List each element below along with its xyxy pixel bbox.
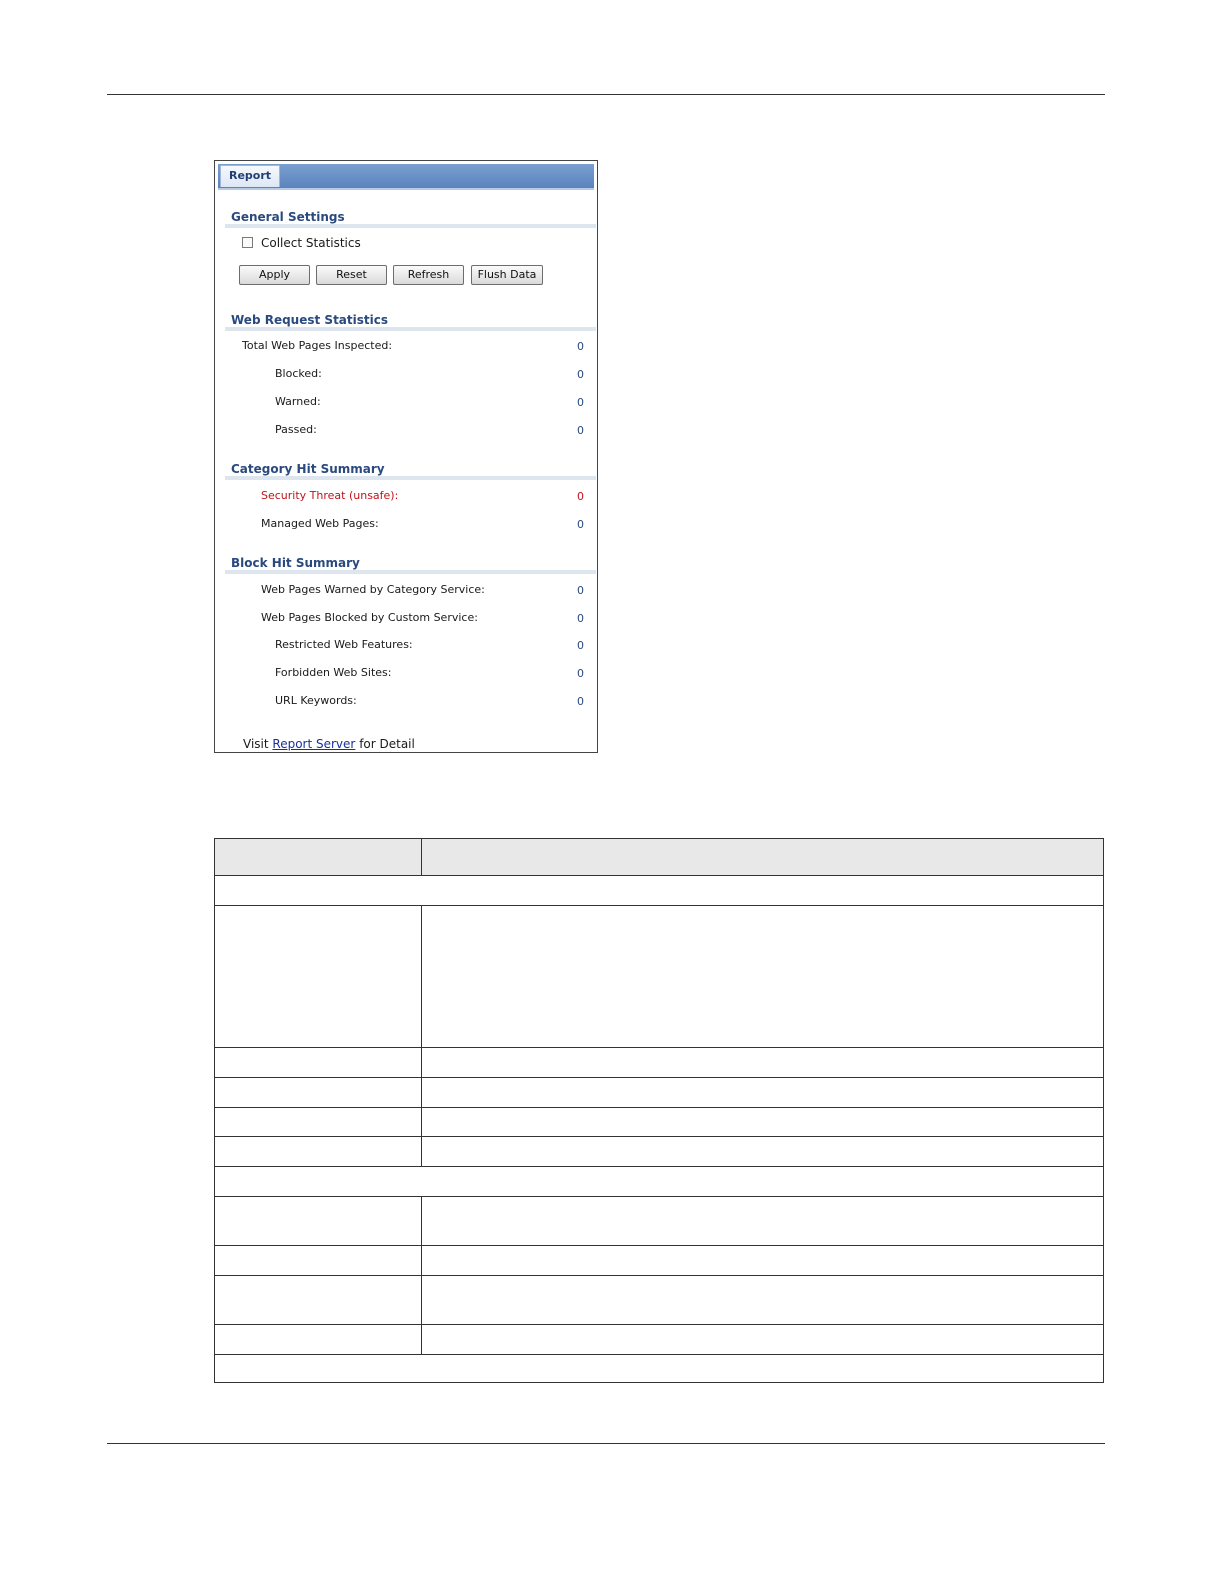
table-row-divider bbox=[215, 1077, 1103, 1078]
total-web-pages-inspected-value: 0 bbox=[577, 340, 584, 353]
flush-data-button[interactable]: Flush Data bbox=[471, 265, 543, 285]
warned-by-category-value: 0 bbox=[577, 584, 584, 597]
forbidden-web-sites-label: Forbidden Web Sites: bbox=[275, 666, 392, 679]
section-divider bbox=[225, 224, 596, 228]
table-row-divider bbox=[215, 1275, 1103, 1276]
section-divider bbox=[225, 476, 596, 480]
table-row-divider bbox=[215, 1245, 1103, 1246]
header-rule bbox=[107, 94, 1105, 95]
warned-value: 0 bbox=[577, 396, 584, 409]
section-divider bbox=[225, 570, 596, 574]
table-header-row bbox=[215, 839, 1103, 875]
block-hit-summary-title: Block Hit Summary bbox=[231, 556, 360, 570]
table-column-divider bbox=[421, 905, 422, 1166]
managed-web-pages-value: 0 bbox=[577, 518, 584, 531]
category-hit-summary-title: Category Hit Summary bbox=[231, 462, 385, 476]
table-column-divider bbox=[421, 1196, 422, 1354]
description-table bbox=[214, 838, 1104, 1383]
table-row-divider bbox=[215, 1107, 1103, 1108]
forbidden-web-sites-value: 0 bbox=[577, 667, 584, 680]
footer-prefix: Visit bbox=[243, 737, 269, 751]
table-row-divider bbox=[215, 1324, 1103, 1325]
security-threat-value: 0 bbox=[577, 490, 584, 503]
managed-web-pages-label: Managed Web Pages: bbox=[261, 517, 379, 530]
passed-value: 0 bbox=[577, 424, 584, 437]
blocked-value: 0 bbox=[577, 368, 584, 381]
table-row-divider bbox=[215, 1196, 1103, 1197]
warned-by-category-label: Web Pages Warned by Category Service: bbox=[261, 583, 485, 596]
restricted-web-features-label: Restricted Web Features: bbox=[275, 638, 413, 651]
blocked-label: Blocked: bbox=[275, 367, 322, 380]
security-threat-label: Security Threat (unsafe): bbox=[261, 489, 399, 502]
refresh-button[interactable]: Refresh bbox=[393, 265, 464, 285]
collect-statistics-label: Collect Statistics bbox=[261, 236, 361, 250]
table-row-divider bbox=[215, 1166, 1103, 1167]
table-row-divider bbox=[215, 905, 1103, 906]
table-row-divider bbox=[215, 1354, 1103, 1355]
table-row-divider bbox=[215, 1047, 1103, 1048]
passed-label: Passed: bbox=[275, 423, 317, 436]
report-server-link[interactable]: Report Server bbox=[272, 737, 356, 751]
collect-statistics-checkbox[interactable] bbox=[242, 237, 253, 248]
url-keywords-label: URL Keywords: bbox=[275, 694, 357, 707]
footer-rule bbox=[107, 1443, 1105, 1444]
report-panel bbox=[214, 160, 598, 753]
web-request-statistics-title: Web Request Statistics bbox=[231, 313, 388, 327]
tab-report[interactable]: Report bbox=[220, 165, 280, 187]
total-web-pages-inspected-label: Total Web Pages Inspected: bbox=[242, 339, 393, 352]
table-column-divider bbox=[421, 839, 422, 875]
section-divider bbox=[225, 327, 596, 331]
url-keywords-value: 0 bbox=[577, 695, 584, 708]
report-server-footer bbox=[243, 737, 415, 751]
apply-button[interactable]: Apply bbox=[239, 265, 310, 285]
reset-button[interactable]: Reset bbox=[316, 265, 387, 285]
footer-suffix: for Detail bbox=[359, 737, 415, 751]
blocked-by-custom-value: 0 bbox=[577, 612, 584, 625]
tab-bar bbox=[218, 164, 594, 190]
table-row-divider bbox=[215, 1136, 1103, 1137]
blocked-by-custom-label: Web Pages Blocked by Custom Service: bbox=[261, 611, 478, 624]
warned-label: Warned: bbox=[275, 395, 321, 408]
table-row-divider bbox=[215, 875, 1103, 876]
general-settings-title: General Settings bbox=[231, 210, 345, 224]
restricted-web-features-value: 0 bbox=[577, 639, 584, 652]
